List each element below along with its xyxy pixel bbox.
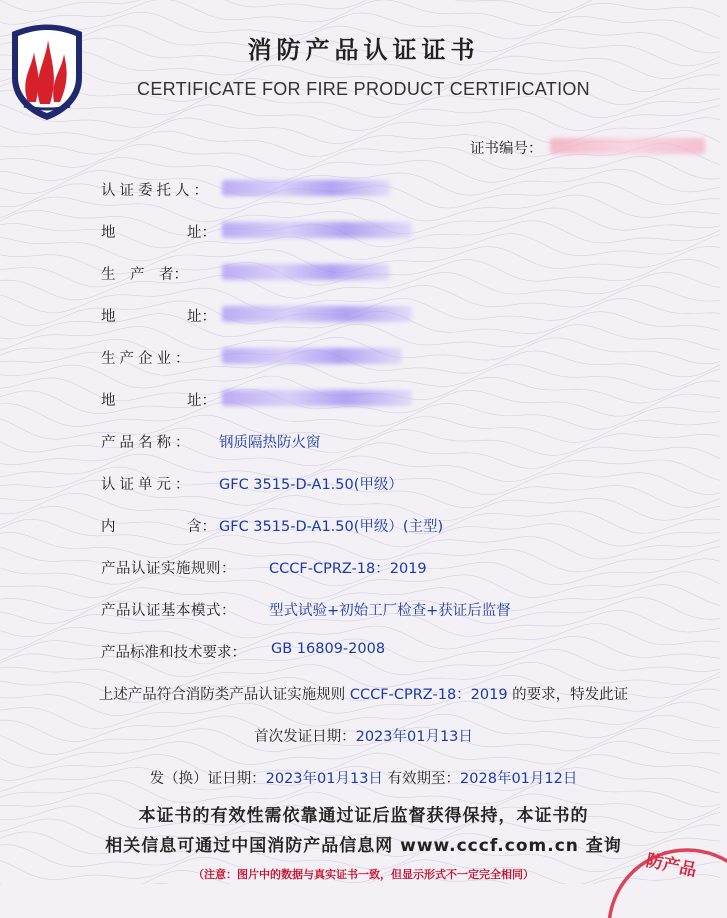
certificate-title-en: CERTIFICATE FOR FIRE PRODUCT CERTIFICATION [137,79,590,99]
cert-unit-label: 认证单元： [101,477,194,493]
disclaimer-note: （注意：图片中的数据与真实证书一致，但显示形式不一定完全相同） [193,868,534,881]
certificate-title-cn: 消防产品认证证书 [247,36,480,64]
validity-note-line2: 相关信息可通过中国消防产品信息网 www.cccf.com.cn 查询 [105,836,622,856]
first-issue-date [0,725,727,746]
redacted-address1 [222,222,412,238]
rule-value: CCCF-CPRZ-18：2019 [269,561,427,577]
statement-rule: CCCF-CPRZ-18：2019 [349,687,508,703]
statement-suffix: 的要求，特发此证 [507,687,629,703]
rule-label: 产品认证实施规则： [101,561,236,577]
cert-unit-value: GFC 3515-D-A1.50(甲级） [219,477,403,493]
manufacturer-label: 生 产 者： [101,267,188,283]
address2-label-b: 址： [187,309,216,325]
first-issue-label: 首次发证日期： [254,729,356,745]
redacted-applicant [222,180,390,196]
mode-label: 产品认证基本模式： [101,603,236,619]
content-label-b: 含： [187,519,216,535]
validity-note-line1: 本证书的有效性需依靠通过证后监督获得保持，本证书的 [138,806,589,826]
product-name-label: 产品名称： [101,435,194,451]
conformity-statement [0,683,727,704]
certificate-number-label: 证书编号： [470,141,543,157]
issue-date-label: 发（换）证日期： [149,771,266,787]
first-issue-value: 2023年01月13日 [355,729,473,745]
seal-text: 防产品 [644,850,699,881]
issue-date-value: 2023年01月13日 [265,771,383,787]
applicant-label: 认证委托人： [101,183,212,199]
redacted-certificate-number [550,138,705,154]
factory-label: 生产企业： [101,351,194,367]
address3-label-b: 址： [187,393,216,409]
redacted-address2 [222,306,412,322]
address2-label-a: 地 [101,309,116,325]
address3-label-a: 地 [101,393,116,409]
address1-label-a: 地 [101,225,116,241]
valid-until-value: 2028年01月12日 [460,771,578,787]
valid-until-label: 有效期至： [382,771,461,787]
product-name-value: 钢质隔热防火窗 [219,435,321,451]
content-value: GFC 3515-D-A1.50(甲级）(主型) [219,519,444,535]
redacted-manufacturer [222,264,390,280]
content-label-a: 内 [101,519,116,535]
mode-value: 型式试验+初始工厂检查+获证后监督 [269,603,511,619]
standard-label: 产品标准和技术要求： [101,645,246,661]
standard-value: GB 16809-2008 [271,641,386,657]
address1-label-b: 址： [187,225,216,241]
issue-validity-dates [0,767,727,788]
redacted-address3 [222,390,412,406]
statement-prefix: 上述产品符合消防类产品认证实施规则 [98,687,350,703]
redacted-factory [222,348,402,364]
